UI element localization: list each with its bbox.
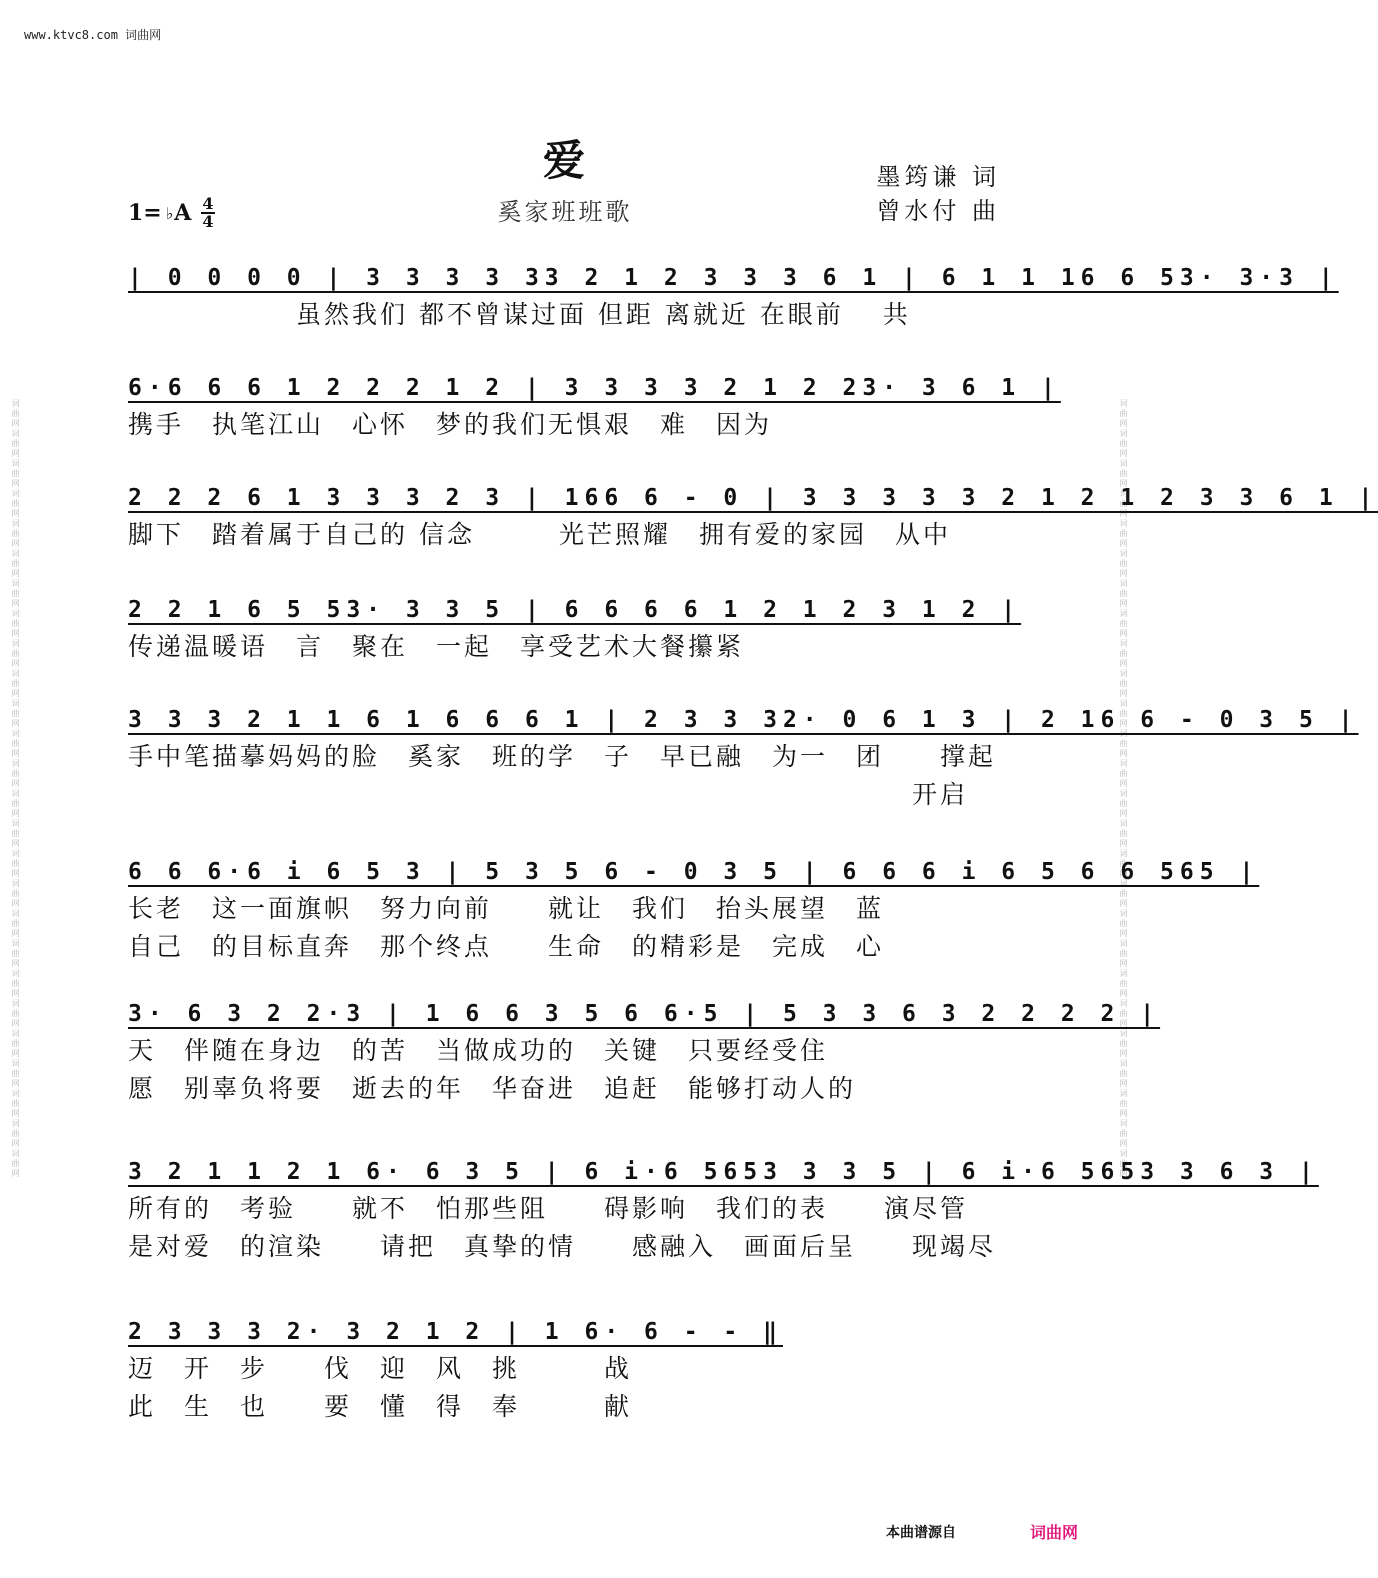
lyrics-line: 携手 执笔江山 心怀 梦的我们无惧艰 难 因为 xyxy=(128,410,773,439)
lyrics-line: 所有的 考验 就不 怕那些阻 碍影响 我们的表 演尽管 xyxy=(128,1194,969,1223)
flat-sign: ♭ xyxy=(165,203,174,223)
score-system-4 xyxy=(128,592,1022,666)
score-system-5 xyxy=(128,702,1359,814)
lyrics-line: 长老 这一面旗帜 努力向前 就让 我们 抬头展望 蓝 xyxy=(128,894,885,923)
notation-line: 3· 6 3 2 2·3 | 1 6 6 3 5 6 6·5 | 5 3 3 6 3 2 2 2 2 | xyxy=(128,1001,1161,1027)
song-title: 爱 xyxy=(542,136,587,185)
score-system-2 xyxy=(128,370,1061,444)
lyricist-credit: 墨筠谦 词 xyxy=(876,163,1000,191)
lyrics-line: 迈 开 步 伐 迎 风 挑 战 xyxy=(128,1354,633,1383)
lyrics-line-alt: 是对爱 的渲染 请把 真挚的情 感融入 画面后呈 现竭尽 xyxy=(128,1232,997,1261)
notation-line: 6·6 6 6 1 2 2 2 1 2 | 3 3 3 3 2 1 2 23· 3 6 1 | xyxy=(128,375,1061,401)
lyrics-line: 天 伴随在身边 的苦 当做成功的 关键 只要经受住 xyxy=(128,1036,829,1065)
lyrics-line: 脚下 踏着属于自己的 信念 光芒照耀 拥有爱的家园 从中 xyxy=(128,520,951,549)
notation-line: | 0 0 0 0 | 3 3 3 3 33 2 1 2 3 3 3 6 1 | 6 1 1 16 6 53· 3·3 | xyxy=(128,265,1339,291)
time-bottom: 4 xyxy=(202,212,214,231)
score-system-8 xyxy=(128,1154,1319,1266)
time-top: 4 xyxy=(202,194,214,213)
key-prefix: 1= xyxy=(128,200,162,226)
notation-line: 2 3 3 3 2· 3 2 1 2 | 1 6· 6 - - ‖ xyxy=(128,1319,783,1345)
key-note: A xyxy=(174,200,192,226)
score-system-7 xyxy=(128,996,1161,1108)
score-system-3 xyxy=(128,480,1378,554)
key-signature xyxy=(128,196,215,230)
lyrics-line: 虽然我们 都不曾谋过面 但距 离就近 在眼前 共 xyxy=(128,300,911,329)
footer-source-link[interactable]: 词曲网 xyxy=(1030,1523,1079,1542)
score-system-9 xyxy=(128,1314,1000,1426)
song-subtitle: 奚家班班歌 xyxy=(497,198,633,226)
footer-source-label: 本曲谱源自 xyxy=(886,1525,956,1541)
notation-line: 2 2 1 6 5 53· 3 3 5 | 6 6 6 6 1 2 1 2 3 1 2 | xyxy=(128,597,1022,623)
notation-line: 3 2 1 1 2 1 6· 6 3 5 | 6 i·6 5653 3 3 5 | 6 i·6 5653 3 6 3 | xyxy=(128,1159,1319,1185)
lyrics-line-alt: 愿 别辜负将要 逝去的年 华奋进 追赶 能够打动人的 xyxy=(128,1074,857,1103)
notation-line: 6 6 6·6 i 6 5 3 | 5 3 5 6 - 0 3 5 | 6 6 6 i 6 5 6 6 565 | xyxy=(128,859,1260,885)
composer-credit: 曾水付 曲 xyxy=(876,197,1000,225)
score-system-1 xyxy=(128,260,1339,334)
side-watermark-right: 词曲网词曲网词曲网词曲网词曲网词曲网词曲网词曲网词曲网词曲网词曲网词曲网词曲网词曲网词曲网词曲网词曲网词曲网词曲网词曲网词曲网词曲网词曲网词曲网词曲网词曲网 xyxy=(1119,399,1128,1179)
side-watermark-left: 词曲网词曲网词曲网词曲网词曲网词曲网词曲网词曲网词曲网词曲网词曲网词曲网词曲网词曲网词曲网词曲网词曲网词曲网词曲网词曲网词曲网词曲网词曲网词曲网词曲网词曲网 xyxy=(11,399,20,1179)
site-url[interactable]: www.ktvc8.com 词曲网 xyxy=(24,28,162,42)
lyrics-line-alt: 自己 的目标直奔 那个终点 生命 的精彩是 完成 心 xyxy=(128,932,885,961)
lyrics-line-alt: 开启 xyxy=(128,780,969,809)
lyrics-line: 手中笔描摹妈妈的脸 奚家 班的学 子 早已融 为一 团 撑起 xyxy=(128,742,997,771)
notation-line: 3 3 3 2 1 1 6 1 6 6 6 1 | 2 3 3 32· 0 6 1 3 | 2 16 6 - 0 3 5 | xyxy=(128,707,1359,733)
notation-line: 2 2 2 6 1 3 3 3 2 3 | 166 6 - 0 | 3 3 3 3 3 2 1 2 1 2 3 3 6 1 | xyxy=(128,485,1378,511)
score-system-6 xyxy=(128,854,1260,966)
lyrics-line-alt: 此 生 也 要 懂 得 奉 献 xyxy=(128,1392,633,1421)
time-signature xyxy=(201,196,214,230)
lyrics-line: 传递温暖语 言 聚在 一起 享受艺术大餐攥紧 xyxy=(128,632,745,661)
credits xyxy=(876,160,1000,228)
